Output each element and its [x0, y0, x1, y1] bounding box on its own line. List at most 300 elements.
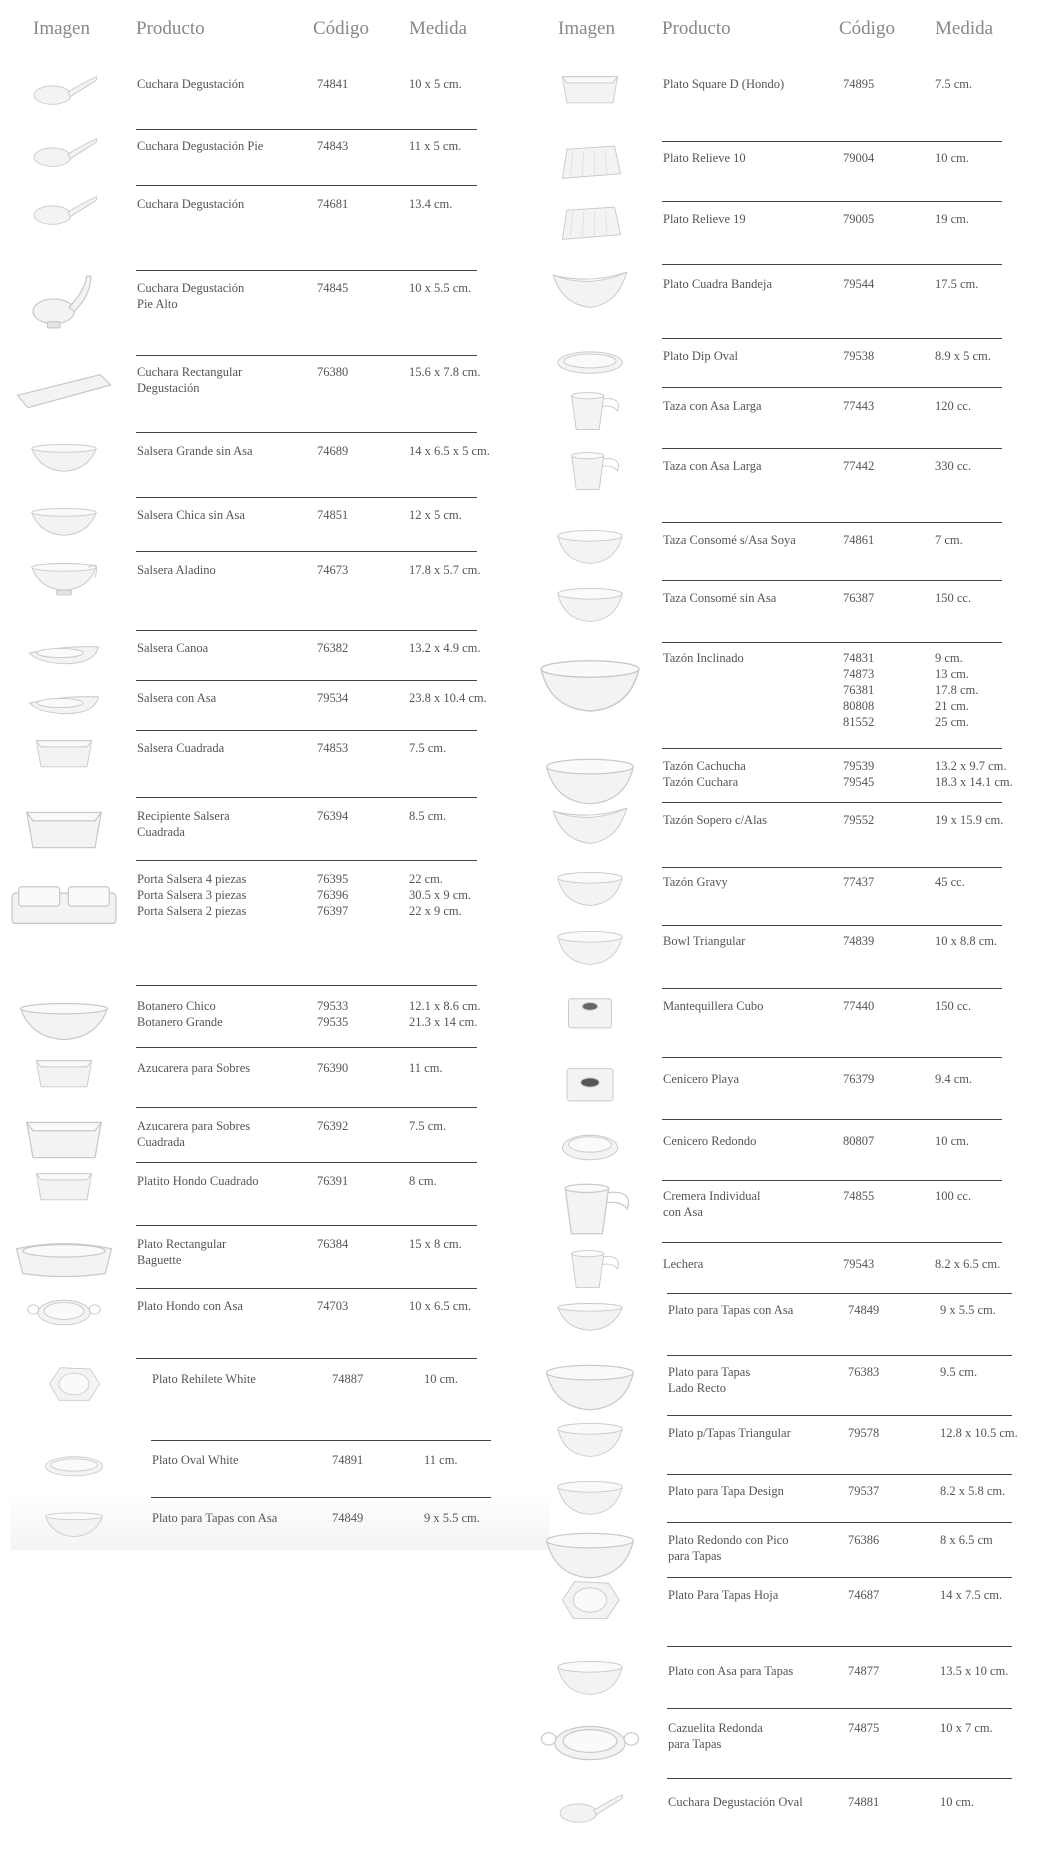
- product-code-line: 76396: [317, 888, 349, 902]
- product-name-line: Tazón Cuchara: [663, 775, 739, 789]
- product-size-line: 9 x 5.5 cm.: [940, 1303, 996, 1317]
- product-name: [668, 1794, 803, 1810]
- product-code-line: 79004: [843, 151, 875, 165]
- product-size-line: 8 cm.: [409, 1174, 437, 1188]
- product-name-line: Botanero Grande: [137, 1015, 223, 1029]
- row-divider: [136, 680, 477, 681]
- product-size-line: 11 x 5 cm.: [409, 139, 462, 153]
- product-size-line: 8.2 x 6.5 cm.: [935, 1257, 1001, 1271]
- product-name-line: Azucarera para Sobres: [137, 1061, 251, 1075]
- header-codigo: Código: [839, 18, 895, 39]
- butter-cube-icon: [530, 988, 650, 1038]
- product-code: [848, 1794, 879, 1810]
- product-name: [137, 443, 253, 459]
- product-name: [668, 1587, 778, 1603]
- product-name: [663, 933, 745, 949]
- product-size-line: 150 cc.: [935, 591, 972, 605]
- row-divider: [667, 1577, 1012, 1578]
- row-divider: [662, 748, 1002, 749]
- oval-spoon-icon: [530, 1784, 650, 1834]
- product-code: [848, 1302, 879, 1318]
- product-name-line: Azucarera para Sobres: [137, 1119, 251, 1133]
- row-divider: [136, 1047, 477, 1048]
- product-size-line: 7.5 cm.: [935, 77, 973, 91]
- product-name-line: Salsera Grande sin Asa: [137, 444, 253, 458]
- handled-dish-icon: [10, 680, 118, 730]
- product-name-line: Cuchara Rectangular: [137, 365, 243, 379]
- product-size: [940, 1364, 977, 1380]
- product-name: [668, 1663, 793, 1679]
- product-code: [317, 196, 348, 212]
- product-name-line: Taza con Asa Larga: [663, 459, 762, 473]
- product-code: [843, 650, 874, 730]
- row-divider: [662, 642, 1002, 643]
- product-size-line: 17.8 cm.: [935, 683, 979, 697]
- product-name: [663, 650, 744, 666]
- product-name-line: Degustación: [137, 381, 200, 395]
- row-divider: [662, 867, 1002, 868]
- product-name: [137, 1173, 259, 1189]
- product-size: [935, 874, 965, 890]
- row-divider: [136, 432, 477, 433]
- product-name-line: Plato para Tapa Design: [668, 1484, 784, 1498]
- product-code-line: 79545: [843, 775, 875, 789]
- product-code: [843, 150, 874, 166]
- product-name-line: para Tapas: [668, 1737, 722, 1751]
- product-code: [317, 740, 348, 756]
- row-divider: [136, 270, 477, 271]
- product-size: [935, 590, 971, 606]
- oval-plate-icon: [40, 1442, 108, 1492]
- ashtray-icon: [530, 1061, 650, 1111]
- product-size-line: 17.5 cm.: [935, 277, 979, 291]
- product-name-line: Platito Hondo Cuadrado: [137, 1174, 259, 1188]
- product-code-line: 74841: [317, 77, 349, 91]
- row-divider: [662, 802, 1002, 803]
- product-code: [317, 690, 348, 706]
- product-code: [843, 348, 874, 364]
- product-code: [317, 76, 348, 92]
- product-name-line: Plato Redondo con Pico: [668, 1533, 789, 1547]
- product-code: [843, 1188, 874, 1204]
- baguette-plate-icon: [10, 1226, 118, 1292]
- product-name-line: Pie Alto: [137, 297, 178, 311]
- product-size-line: 45 cc.: [935, 875, 965, 889]
- product-name: [137, 364, 242, 396]
- product-code-line: 76386: [848, 1533, 880, 1547]
- product-name-line: Plato p/Tapas Triangular: [668, 1426, 791, 1440]
- header-imagen: Imagen: [33, 18, 90, 39]
- product-code-line: 74875: [848, 1721, 880, 1735]
- product-code: [843, 76, 874, 92]
- product-name-line: Botanero Chico: [137, 999, 216, 1013]
- row-divider: [136, 1162, 477, 1163]
- product-name: [663, 150, 746, 166]
- product-code: [843, 1071, 874, 1087]
- product-name-line: Plato Para Tapas Hoja: [668, 1588, 779, 1602]
- product-name-line: Cuchara Degustación: [137, 77, 245, 91]
- product-name-line: Plato Relieve 10: [663, 151, 746, 165]
- product-code: [317, 1118, 348, 1134]
- product-name: [137, 76, 244, 92]
- product-size: [424, 1371, 458, 1387]
- product-name: [668, 1425, 791, 1441]
- product-size: [409, 808, 446, 824]
- gravy-boat-icon: [10, 552, 118, 602]
- row-divider: [662, 1180, 1002, 1181]
- product-code-line: 77442: [843, 459, 875, 473]
- product-code: [843, 1256, 874, 1272]
- product-name: [137, 1298, 243, 1314]
- row-divider: [662, 264, 1002, 265]
- product-size: [935, 933, 997, 949]
- product-size: [935, 150, 969, 166]
- product-size-line: 19 x 15.9 cm.: [935, 813, 1004, 827]
- product-name: [152, 1452, 239, 1468]
- product-size-line: 8.2 x 5.8 cm.: [940, 1484, 1006, 1498]
- row-divider: [667, 1646, 1012, 1647]
- product-code: [843, 1133, 874, 1149]
- product-name-line: Tazón Gravy: [663, 875, 728, 889]
- product-size-line: 21.3 x 14 cm.: [409, 1015, 478, 1029]
- product-code-line: 77440: [843, 999, 875, 1013]
- row-divider: [136, 1358, 477, 1359]
- product-name: [137, 808, 230, 840]
- product-code-line: 79005: [843, 212, 875, 226]
- product-code-line: 74849: [848, 1303, 880, 1317]
- product-name: [137, 640, 208, 656]
- product-name-line: Cuchara Degustación Pie: [137, 139, 264, 153]
- product-code-line: 74877: [848, 1664, 880, 1678]
- row-divider: [136, 1107, 477, 1108]
- product-size-line: 10 cm.: [935, 151, 970, 165]
- handled-tapas-plate-icon: [530, 1653, 650, 1703]
- product-name-line: Cuchara Degustación: [137, 197, 245, 211]
- product-size-line: 22 x 9 cm.: [409, 904, 462, 918]
- header-codigo: Código: [313, 18, 369, 39]
- product-code-line: 76390: [317, 1061, 349, 1075]
- product-code: [843, 998, 874, 1014]
- product-size-line: 10 x 5.5 cm.: [409, 281, 472, 295]
- small-bowl-icon: [530, 522, 650, 572]
- product-name: [663, 874, 728, 890]
- product-name: [663, 348, 738, 364]
- product-size: [409, 1060, 443, 1076]
- product-size: [940, 1794, 974, 1810]
- relief-plate-icon: [530, 140, 650, 190]
- product-size: [409, 364, 481, 380]
- product-name: [663, 590, 776, 606]
- product-name: [663, 532, 796, 548]
- row-divider: [662, 387, 1002, 388]
- product-size-line: 25 cm.: [935, 715, 970, 729]
- product-name-line: Tazón Cachucha: [663, 759, 746, 773]
- product-size-line: 22 cm.: [409, 872, 444, 886]
- row-divider: [136, 129, 477, 130]
- product-name-line: Taza con Asa Larga: [663, 399, 762, 413]
- sugar-holder-icon: [10, 1050, 118, 1100]
- product-size: [935, 76, 972, 92]
- product-code-line: 74887: [332, 1372, 364, 1386]
- product-size-line: 13.5 x 10 cm.: [940, 1664, 1009, 1678]
- row-divider: [136, 860, 477, 861]
- product-code-line: 74681: [317, 197, 349, 211]
- product-size-line: 9.5 cm.: [940, 1365, 978, 1379]
- product-code-line: 74703: [317, 1299, 349, 1313]
- product-size-line: 120 cc.: [935, 399, 972, 413]
- product-name-line: Cuchara Degustación Oval: [668, 1795, 803, 1809]
- row-divider: [662, 141, 1002, 142]
- product-code-line: 74851: [317, 508, 349, 522]
- product-size: [409, 998, 481, 1030]
- handled-plate-icon: [10, 1288, 118, 1338]
- milk-jug-icon: [530, 1246, 650, 1296]
- row-divider: [662, 925, 1002, 926]
- product-size: [409, 443, 490, 459]
- product-code-line: 76394: [317, 809, 349, 823]
- product-name: [663, 812, 767, 828]
- product-code-line: 74881: [848, 1795, 880, 1809]
- product-name-line: Recipiente Salsera: [137, 809, 230, 823]
- product-code: [848, 1425, 879, 1441]
- product-size: [940, 1587, 1002, 1603]
- product-name-line: Plato para Tapas con Asa: [152, 1511, 278, 1525]
- winged-soup-bowl-icon: [530, 802, 650, 852]
- product-name-line: Bowl Triangular: [663, 934, 746, 948]
- product-size-line: 150 cc.: [935, 999, 972, 1013]
- row-divider: [667, 1474, 1012, 1475]
- product-code: [843, 758, 874, 790]
- leaf-plate-icon: [530, 1577, 650, 1627]
- header-medida: Medida: [409, 18, 468, 39]
- catalog-column-right: [530, 0, 1060, 1857]
- product-size: [935, 398, 971, 414]
- product-name-line: Tazón Sopero c/Alas: [663, 813, 767, 827]
- product-name: [663, 211, 746, 227]
- product-name-line: Baguette: [137, 1253, 182, 1267]
- square-dish-icon: [10, 730, 118, 780]
- product-name: [137, 1236, 226, 1268]
- product-name: [152, 1510, 277, 1526]
- product-code: [317, 1236, 348, 1252]
- row-divider: [136, 355, 477, 356]
- product-size-line: 12.1 x 8.6 cm.: [409, 999, 481, 1013]
- product-name-line: Salsera Chica sin Asa: [137, 508, 245, 522]
- product-size: [409, 280, 471, 296]
- relief-plate-icon: [530, 201, 650, 251]
- row-divider: [662, 1119, 1002, 1120]
- product-code: [843, 590, 874, 606]
- row-divider: [136, 185, 477, 186]
- product-size: [935, 532, 963, 548]
- product-size: [409, 196, 452, 212]
- snack-dish-icon: [10, 988, 118, 1054]
- product-code-line: 77437: [843, 875, 875, 889]
- product-code-line: 77443: [843, 399, 875, 413]
- product-name: [668, 1532, 788, 1564]
- product-size-line: 18.3 x 14.1 cm.: [935, 775, 1013, 789]
- product-code-line: 79552: [843, 813, 875, 827]
- square-bowl-icon: [10, 798, 118, 864]
- product-code: [317, 443, 348, 459]
- product-name-line: Plato Relieve 19: [663, 212, 746, 226]
- product-size: [935, 1133, 969, 1149]
- product-name-line: Porta Salsera 2 piezas: [137, 904, 247, 918]
- product-code: [317, 640, 348, 656]
- square-deep-plate-icon: [530, 66, 650, 116]
- product-name-line: Salsera Canoa: [137, 641, 209, 655]
- product-code: [332, 1452, 363, 1468]
- product-name-line: Mantequillera Cubo: [663, 999, 764, 1013]
- square-deep-plate-icon: [10, 1163, 118, 1213]
- product-size: [935, 812, 1003, 828]
- product-size-line: 23.8 x 10.4 cm.: [409, 691, 487, 705]
- product-name: [663, 76, 784, 92]
- product-name-line: Plato Oval White: [152, 1453, 239, 1467]
- product-name: [137, 740, 224, 756]
- product-size-line: 12.8 x 10.5 cm.: [940, 1426, 1018, 1440]
- row-divider: [662, 201, 1002, 202]
- product-size-line: 11 cm.: [409, 1061, 443, 1075]
- product-name: [663, 1133, 756, 1149]
- product-code-line: 76387: [843, 591, 875, 605]
- row-divider: [136, 1288, 477, 1289]
- tapas-dish-icon: [530, 1292, 650, 1342]
- product-name-line: Plato Dip Oval: [663, 349, 738, 363]
- row-divider: [667, 1293, 1012, 1294]
- product-name: [152, 1371, 256, 1387]
- row-divider: [662, 522, 1002, 523]
- product-name-line: Taza Consomé s/Asa Soya: [663, 533, 796, 547]
- product-name: [663, 758, 746, 790]
- product-size: [935, 1071, 972, 1087]
- product-code-line: 76384: [317, 1237, 349, 1251]
- product-code-line: 76379: [843, 1072, 875, 1086]
- product-name-line: para Tapas: [668, 1549, 722, 1563]
- product-code-line: 76381: [843, 683, 875, 697]
- product-size: [935, 1188, 971, 1204]
- product-size-line: 14 x 7.5 cm.: [940, 1588, 1003, 1602]
- product-code-line: 74873: [843, 667, 875, 681]
- row-divider: [667, 1522, 1012, 1523]
- product-size: [940, 1425, 1018, 1441]
- product-size: [940, 1720, 993, 1736]
- product-name-line: Cuadrada: [137, 825, 185, 839]
- product-code-line: 79533: [317, 999, 349, 1013]
- product-name-line: Taza Consomé sin Asa: [663, 591, 777, 605]
- product-name: [663, 398, 762, 414]
- product-name: [137, 507, 245, 523]
- design-tapas-plate-icon: [530, 1473, 650, 1523]
- product-code-line: 76395: [317, 872, 349, 886]
- row-divider: [667, 1708, 1012, 1709]
- product-code-line: 74673: [317, 563, 349, 577]
- product-name: [137, 562, 216, 578]
- row-divider: [662, 988, 1002, 989]
- row-divider: [136, 497, 477, 498]
- oval-dip-icon: [530, 338, 650, 388]
- product-code: [317, 562, 348, 578]
- product-size-line: 17.8 x 5.7 cm.: [409, 563, 481, 577]
- header-producto: Producto: [662, 18, 731, 39]
- product-size-line: 11 cm.: [424, 1453, 458, 1467]
- product-size-line: 7 cm.: [935, 533, 963, 547]
- product-size: [935, 276, 978, 292]
- product-size-line: 8.5 cm.: [409, 809, 447, 823]
- product-size: [935, 998, 971, 1014]
- round-ashtray-icon: [530, 1123, 650, 1173]
- sauce-boat-icon: [10, 497, 118, 547]
- row-divider: [662, 338, 1002, 339]
- product-code: [843, 398, 874, 414]
- high-foot-spoon-icon: [10, 270, 118, 336]
- triangular-bowl-icon: [530, 923, 650, 973]
- product-code: [848, 1364, 879, 1380]
- product-code: [317, 871, 348, 919]
- product-size-line: 13.2 x 9.7 cm.: [935, 759, 1007, 773]
- tasting-spoon-icon: [10, 186, 118, 236]
- product-size: [409, 1173, 437, 1189]
- product-name-line: Cuadrada: [137, 1135, 185, 1149]
- product-name: [137, 690, 216, 706]
- product-size: [409, 1236, 462, 1252]
- row-divider: [662, 580, 1002, 581]
- product-code: [848, 1483, 879, 1499]
- product-name-line: Lado Recto: [668, 1381, 726, 1395]
- product-code-line: 79537: [848, 1484, 880, 1498]
- product-code: [848, 1587, 879, 1603]
- product-code: [848, 1720, 879, 1736]
- product-size: [409, 1118, 446, 1134]
- tapas-dish-icon: [40, 1500, 108, 1550]
- product-size: [409, 507, 462, 523]
- product-name: [668, 1364, 750, 1396]
- row-divider: [151, 1440, 491, 1441]
- product-name: [137, 998, 223, 1030]
- product-code: [317, 138, 348, 154]
- product-size-line: 19 cm.: [935, 212, 970, 226]
- product-size: [409, 562, 481, 578]
- product-name-line: Salsera Aladino: [137, 563, 216, 577]
- product-code: [332, 1510, 363, 1526]
- product-code: [317, 808, 348, 824]
- product-size: [935, 348, 991, 364]
- row-divider: [662, 1242, 1002, 1243]
- product-size-line: 9.4 cm.: [935, 1072, 973, 1086]
- row-divider: [662, 448, 1002, 449]
- product-name: [663, 1256, 703, 1272]
- tasting-spoon-icon: [10, 66, 118, 116]
- product-name-line: Cenicero Playa: [663, 1072, 740, 1086]
- product-code-line: 76380: [317, 365, 349, 379]
- product-name: [663, 1071, 739, 1087]
- product-code: [843, 276, 874, 292]
- product-name: [137, 138, 263, 154]
- product-size-line: 8 x 6.5 cm: [940, 1533, 993, 1547]
- product-code-line: 74891: [332, 1453, 364, 1467]
- product-code: [317, 507, 348, 523]
- product-name-line: Plato para Tapas: [668, 1365, 751, 1379]
- header-medida: Medida: [935, 18, 994, 39]
- creamer-icon: [530, 1178, 650, 1244]
- product-code: [848, 1532, 879, 1548]
- product-size: [935, 458, 971, 474]
- product-size-line: 10 cm.: [935, 1134, 970, 1148]
- product-name: [137, 871, 246, 919]
- product-size: [409, 871, 471, 919]
- product-name-line: Cenicero Redondo: [663, 1134, 757, 1148]
- product-size: [409, 76, 462, 92]
